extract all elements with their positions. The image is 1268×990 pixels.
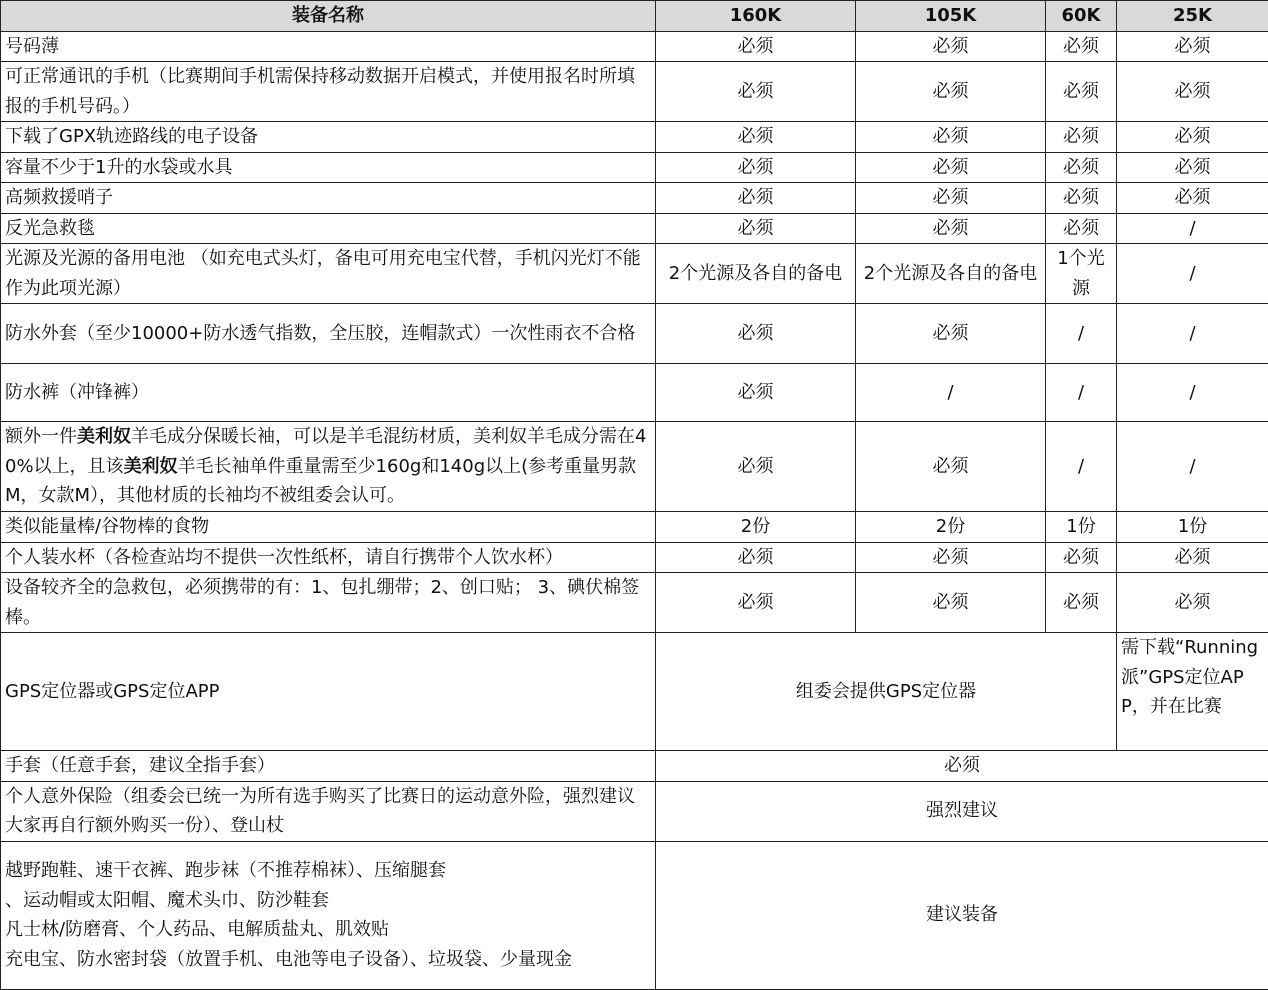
table-row	[1, 751, 1268, 782]
table-row	[1, 542, 1268, 573]
req-160k: 必须	[656, 542, 856, 573]
req-160k: 必须	[656, 62, 856, 122]
req-25k: /	[1117, 304, 1268, 364]
req-105k: 必须	[856, 542, 1046, 573]
req-105k: 必须	[856, 152, 1046, 183]
header-25k: 25K	[1117, 1, 1268, 32]
req-160k: 必须	[656, 304, 856, 364]
table-row	[1, 31, 1268, 62]
req-25k: 1份	[1117, 512, 1268, 543]
req-160k: 必须	[656, 31, 856, 62]
req-60k: /	[1046, 364, 1117, 422]
req-160k: 必须	[656, 573, 856, 633]
req-merged-160k-60k: 组委会提供GPS定位器	[656, 633, 1117, 751]
item-name: 防水裤（冲锋裤）	[1, 364, 656, 422]
item-text: 额外一件	[5, 426, 77, 447]
header-row	[1, 1, 1268, 32]
req-105k: 必须	[856, 183, 1046, 214]
item-name: 号码薄	[1, 31, 656, 62]
item-name: 个人装水杯（各检查站均不提供一次性纸杯，请自行携带个人饮水杯）	[1, 542, 656, 573]
item-text: 羊毛成分保暖长袖，可以是羊毛混纺材质，美利奴羊毛成分需在40%以上，且该	[5, 426, 646, 477]
req-105k: 必须	[856, 122, 1046, 153]
table-row	[1, 304, 1268, 364]
table-row	[1, 122, 1268, 153]
item-name: 容量不少于1升的水袋或水具	[1, 152, 656, 183]
req-60k: 必须	[1046, 122, 1117, 153]
req-105k: 2份	[856, 512, 1046, 543]
table-row	[1, 364, 1268, 422]
req-25k: 必须	[1117, 62, 1268, 122]
req-25k: /	[1117, 422, 1268, 512]
req-merged-all: 必须	[656, 751, 1268, 782]
req-25k: 必须	[1117, 183, 1268, 214]
req-60k: 必须	[1046, 152, 1117, 183]
req-105k: 必须	[856, 213, 1046, 244]
req-60k: 必须	[1046, 31, 1117, 62]
item-name: 反光急救毯	[1, 213, 656, 244]
item-name	[1, 422, 656, 512]
req-160k: 2份	[656, 512, 856, 543]
req-60k: 必须	[1046, 183, 1117, 214]
header-60k: 60K	[1046, 1, 1117, 32]
req-160k: 必须	[656, 422, 856, 512]
item-name: 个人意外保险（组委会已统一为所有选手购买了比赛日的运动意外险，强烈建议大家再自行额外购买一份）、登山杖	[1, 781, 656, 841]
item-line: 越野跑鞋、速干衣裤、跑步袜（不推荐棉袜）、压缩腿套	[5, 856, 651, 886]
req-105k: 必须	[856, 62, 1046, 122]
table-row	[1, 62, 1268, 122]
req-25k: /	[1117, 244, 1268, 304]
req-105k: 必须	[856, 422, 1046, 512]
req-60k: 1个光源	[1046, 244, 1117, 304]
item-name: 光源及光源的备用电池 （如充电式头灯，备电可用充电宝代替，手机闪光灯不能作为此项光源）	[1, 244, 656, 304]
table-row	[1, 244, 1268, 304]
item-text-emphasis: 美利奴	[124, 456, 178, 477]
item-name: 设备较齐全的急救包，必须携带的有：1、包扎绷带；2、创口贴； 3、碘伏棉签棒。	[1, 573, 656, 633]
req-merged-all: 强烈建议	[656, 781, 1268, 841]
req-merged-all: 建议装备	[656, 841, 1268, 989]
table-row	[1, 422, 1268, 512]
table-row	[1, 213, 1268, 244]
req-60k: 1份	[1046, 512, 1117, 543]
item-name: 可正常通讯的手机（比赛期间手机需保持移动数据开启模式，并使用报名时所填报的手机号码。）	[1, 62, 656, 122]
item-line: 充电宝、防水密封袋（放置手机、电池等电子设备）、垃圾袋、少量现金	[5, 945, 651, 975]
req-60k: /	[1046, 422, 1117, 512]
item-name: 类似能量棒/谷物棒的食物	[1, 512, 656, 543]
item-name: 防水外套（至少10000+防水透气指数，全压胶，连帽款式）一次性雨衣不合格	[1, 304, 656, 364]
req-60k: /	[1046, 304, 1117, 364]
req-160k: 必须	[656, 364, 856, 422]
req-160k: 必须	[656, 213, 856, 244]
item-line: 凡士林/防磨膏、个人药品、电解质盐丸、肌效贴	[5, 915, 651, 945]
item-line: 、运动帽或太阳帽、魔术头巾、防沙鞋套	[5, 886, 651, 916]
req-25k: /	[1117, 364, 1268, 422]
header-105k: 105K	[856, 1, 1046, 32]
table-row	[1, 512, 1268, 543]
item-name: 高频救援哨子	[1, 183, 656, 214]
req-60k: 必须	[1046, 573, 1117, 633]
req-25k: 必须	[1117, 122, 1268, 153]
item-name: GPS定位器或GPS定位APP	[1, 633, 656, 751]
req-25k: /	[1117, 213, 1268, 244]
req-25k: 必须	[1117, 31, 1268, 62]
req-25k: 必须	[1117, 573, 1268, 633]
req-105k: 2个光源及各自的备电	[856, 244, 1046, 304]
header-160k: 160K	[656, 1, 856, 32]
req-160k: 必须	[656, 183, 856, 214]
req-25k: 必须	[1117, 542, 1268, 573]
req-160k: 必须	[656, 122, 856, 153]
table-row	[1, 152, 1268, 183]
req-60k: 必须	[1046, 62, 1117, 122]
table-row	[1, 633, 1268, 751]
req-105k: 必须	[856, 573, 1046, 633]
req-60k: 必须	[1046, 213, 1117, 244]
item-name: 手套（任意手套，建议全指手套）	[1, 751, 656, 782]
item-text: 羊毛长袖单件重量需至少160g和140g以上(参考重量男款M，女款M），其他材质的长袖均不被组委会认可。	[5, 456, 636, 507]
req-160k: 必须	[656, 152, 856, 183]
table-row	[1, 781, 1268, 841]
item-text-emphasis: 美利奴	[77, 426, 131, 447]
table-row	[1, 573, 1268, 633]
item-name	[1, 841, 656, 989]
item-name: 下载了GPX轨迹路线的电子设备	[1, 122, 656, 153]
table-row	[1, 841, 1268, 989]
req-105k: 必须	[856, 31, 1046, 62]
req-25k: 必须	[1117, 152, 1268, 183]
req-160k: 2个光源及各自的备电	[656, 244, 856, 304]
req-60k: 必须	[1046, 542, 1117, 573]
req-105k: 必须	[856, 304, 1046, 364]
req-25k: 需下载“Running派”GPS定位APP，并在比赛	[1117, 633, 1268, 751]
req-105k: /	[856, 364, 1046, 422]
header-item-name: 装备名称	[1, 1, 656, 32]
table-row	[1, 183, 1268, 214]
